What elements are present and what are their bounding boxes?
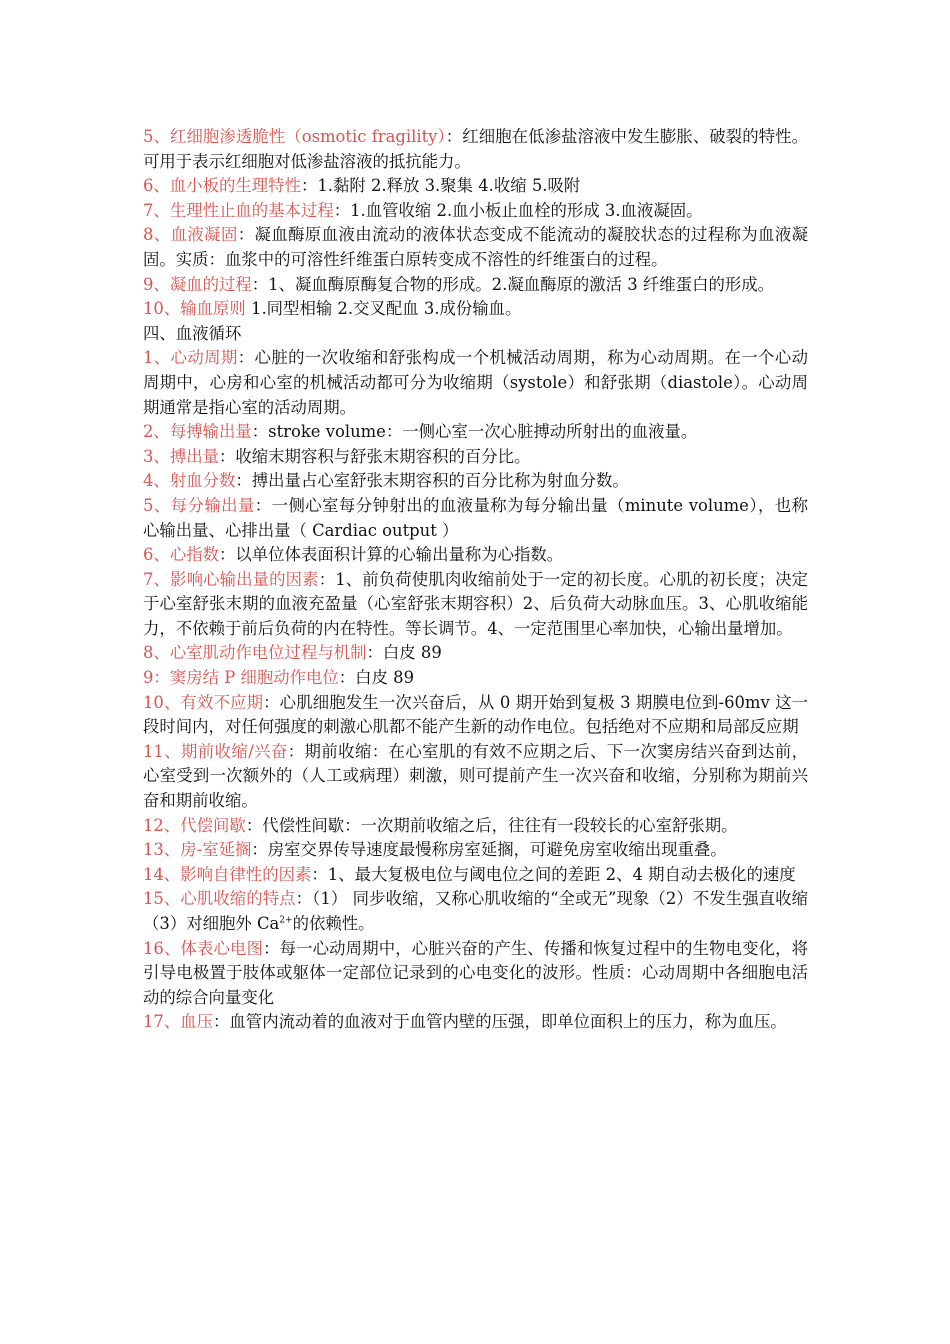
definition-text: ：红细胞在低渗盐溶液中发生膨胀、破裂的特性。可用于表示红细胞对低渗盐溶液的抵抗能力。 bbox=[143, 127, 809, 171]
term-label: 12、代偿间歇 bbox=[143, 815, 246, 835]
term-label: 6、血小板的生理特性 bbox=[143, 176, 301, 196]
list-item bbox=[143, 346, 808, 420]
list-item bbox=[143, 641, 808, 666]
definition-text-end: 的依赖性。 bbox=[292, 914, 375, 933]
definition-text: ：白皮 89 bbox=[338, 668, 415, 688]
term-label: 16、体表心电图 bbox=[143, 938, 264, 958]
definition-text: ：白皮 89 bbox=[366, 643, 442, 663]
list-item bbox=[143, 1010, 808, 1035]
term-label: 5、红细胞渗透脆性（osmotic fragility） bbox=[143, 127, 446, 146]
term-label: 3、搏出量 bbox=[143, 446, 219, 466]
definition-text: ：期前收缩：在心室肌的有效不应期之后、下一次窦房结兴奋到达前，心室受到一次额外的（人工或病理）刺激，则可提前产生一次兴奋和收缩，分别称为期前兴奋和期前收缩。 bbox=[143, 741, 809, 811]
definition-text: ：1、前负荷使肌肉收缩前处于一定的初长度。心肌的初长度；决定于心室舒张末期的血液充盈量（心室舒张末期容积）2、后负荷大动脉血压。3、心肌收缩能力，不依赖于前后负荷的内在特性。等长调节。4、一定范围里心率加快，心输出量增加。 bbox=[143, 569, 808, 638]
definition-text: ：搏出量占心室舒张末期容积的百分比称为射血分数。 bbox=[235, 471, 629, 491]
list-item bbox=[143, 543, 808, 568]
term-label: 8、血液凝固 bbox=[143, 225, 238, 245]
term-label: 9：窦房结 P 细胞动作电位 bbox=[143, 668, 339, 688]
list-item bbox=[143, 494, 808, 543]
definition-text: ：收缩末期容积与舒张末期容积的百分比。 bbox=[219, 446, 531, 466]
document-page bbox=[143, 125, 808, 1035]
list-item bbox=[143, 666, 808, 691]
term-label: 7、生理性止血的基本过程 bbox=[143, 200, 334, 220]
list-item bbox=[143, 691, 808, 740]
definition-text: ：以单位体表面积计算的心输出量称为心指数。 bbox=[219, 545, 564, 565]
term-label: 10、有效不应期 bbox=[143, 692, 264, 712]
term-label: 7、影响心输出量的因素 bbox=[143, 569, 319, 589]
term-label: 4、射血分数 bbox=[143, 471, 236, 491]
definition-text: ：心脏的一次收缩和舒张构成一个机械活动周期，称为心动周期。在一个心动周期中，心房和心室的机械活动都可分为收缩期（systole）和舒张期（diastole）。心动周期通常是指心室的活动周期。 bbox=[143, 348, 808, 417]
list-item bbox=[143, 937, 808, 1011]
term-label: 15、心肌收缩的特点 bbox=[143, 889, 296, 909]
list-item bbox=[143, 223, 808, 272]
list-item bbox=[143, 838, 808, 863]
list-item bbox=[143, 125, 808, 174]
definition-text: ：代偿性间歇：一次期前收缩之后，往往有一段较长的心室舒张期。 bbox=[245, 815, 738, 835]
definition-text: ：凝血酶原血液由流动的液体状态变成不能流动的凝胶状态的过程称为血液凝固。实质：血浆中的可溶性纤维蛋白原转变成不溶性的纤维蛋白的过程。 bbox=[143, 225, 808, 269]
term-label: 11、期前收缩/兴奋 bbox=[143, 741, 288, 761]
list-item bbox=[143, 469, 808, 494]
list-item bbox=[143, 887, 808, 936]
term-label: 6、心指数 bbox=[143, 545, 219, 565]
list-item bbox=[143, 273, 808, 298]
list-item bbox=[143, 740, 808, 814]
definition-text: ：1.黏附 2.释放 3.聚集 4.收缩 5.吸附 bbox=[300, 176, 581, 196]
term-label: 13、房-室延搁 bbox=[143, 840, 252, 860]
list-item bbox=[143, 445, 808, 470]
term-label: 1、心动周期 bbox=[143, 348, 238, 368]
definition-text: ：每一心动周期中，心脏兴奋的产生、传播和恢复过程中的生物电变化，将引导电极置于肢体或躯体一定部位记录到的心电变化的波形。性质：心动周期中各细胞电活动的综合向量变化 bbox=[143, 938, 809, 1007]
term-label: 10、输血原则 bbox=[143, 299, 246, 319]
definition-text: ：血管内流动着的血液对于血管内壁的压强，即单位面积上的压力，称为血压。 bbox=[213, 1012, 787, 1032]
definition-text: ：1、最大复极电位与阈电位之间的差距 2、4 期自动去极化的速度 bbox=[311, 864, 796, 884]
superscript-charge: 2+ bbox=[279, 915, 293, 926]
definition-text: ：（1） 同步收缩，又称心肌收缩的“全或无”现象（2）不发生强直收缩（3）对细胞外 Ca bbox=[143, 889, 808, 933]
term-label: 17、血压 bbox=[143, 1012, 214, 1032]
term-label: 8、心室肌动作电位过程与机制 bbox=[143, 643, 367, 663]
definition-text: ：心肌细胞发生一次兴奋后，从 0 期开始到复极 3 期膜电位到-60mv 这一段时间内，对任何强度的刺激心肌都不能产生新的动作电位。包括绝对不应期和局部反应期 bbox=[143, 692, 808, 737]
list-item bbox=[143, 297, 808, 322]
definition-text: ：stroke volume：一侧心室一次心脏搏动所射出的血液量。 bbox=[251, 422, 698, 442]
term-label: 14、影响自律性的因素 bbox=[143, 864, 312, 884]
term-label: 9、凝血的过程 bbox=[143, 274, 252, 294]
term-label: 2、每搏输出量 bbox=[143, 422, 252, 442]
list-item bbox=[143, 420, 808, 445]
definition-text: ：一侧心室每分钟射出的血液量称为每分输出量（minute volume），也称心输出量、心排出量（ Cardiac output ） bbox=[143, 495, 808, 540]
term-label: 5、每分输出量 bbox=[143, 495, 255, 515]
list-item bbox=[143, 199, 808, 224]
definition-text: ：1、凝血酶原酶复合物的形成。2.凝血酶原的激活 3 纤维蛋白的形成。 bbox=[251, 274, 775, 294]
section-heading: 四、血液循环 bbox=[143, 323, 242, 343]
definition-text: 1.同型相输 2.交叉配血 3.成份输血。 bbox=[245, 299, 522, 319]
list-item bbox=[143, 568, 808, 642]
definition-text: ：房室交界传导速度最慢称房室延搁，可避免房室收缩出现重叠。 bbox=[251, 840, 727, 860]
definition-text: ：1.血管收缩 2.血小板止血栓的形成 3.血液凝固。 bbox=[333, 200, 703, 220]
list-item bbox=[143, 814, 808, 839]
list-item bbox=[143, 174, 808, 199]
list-item bbox=[143, 863, 808, 888]
